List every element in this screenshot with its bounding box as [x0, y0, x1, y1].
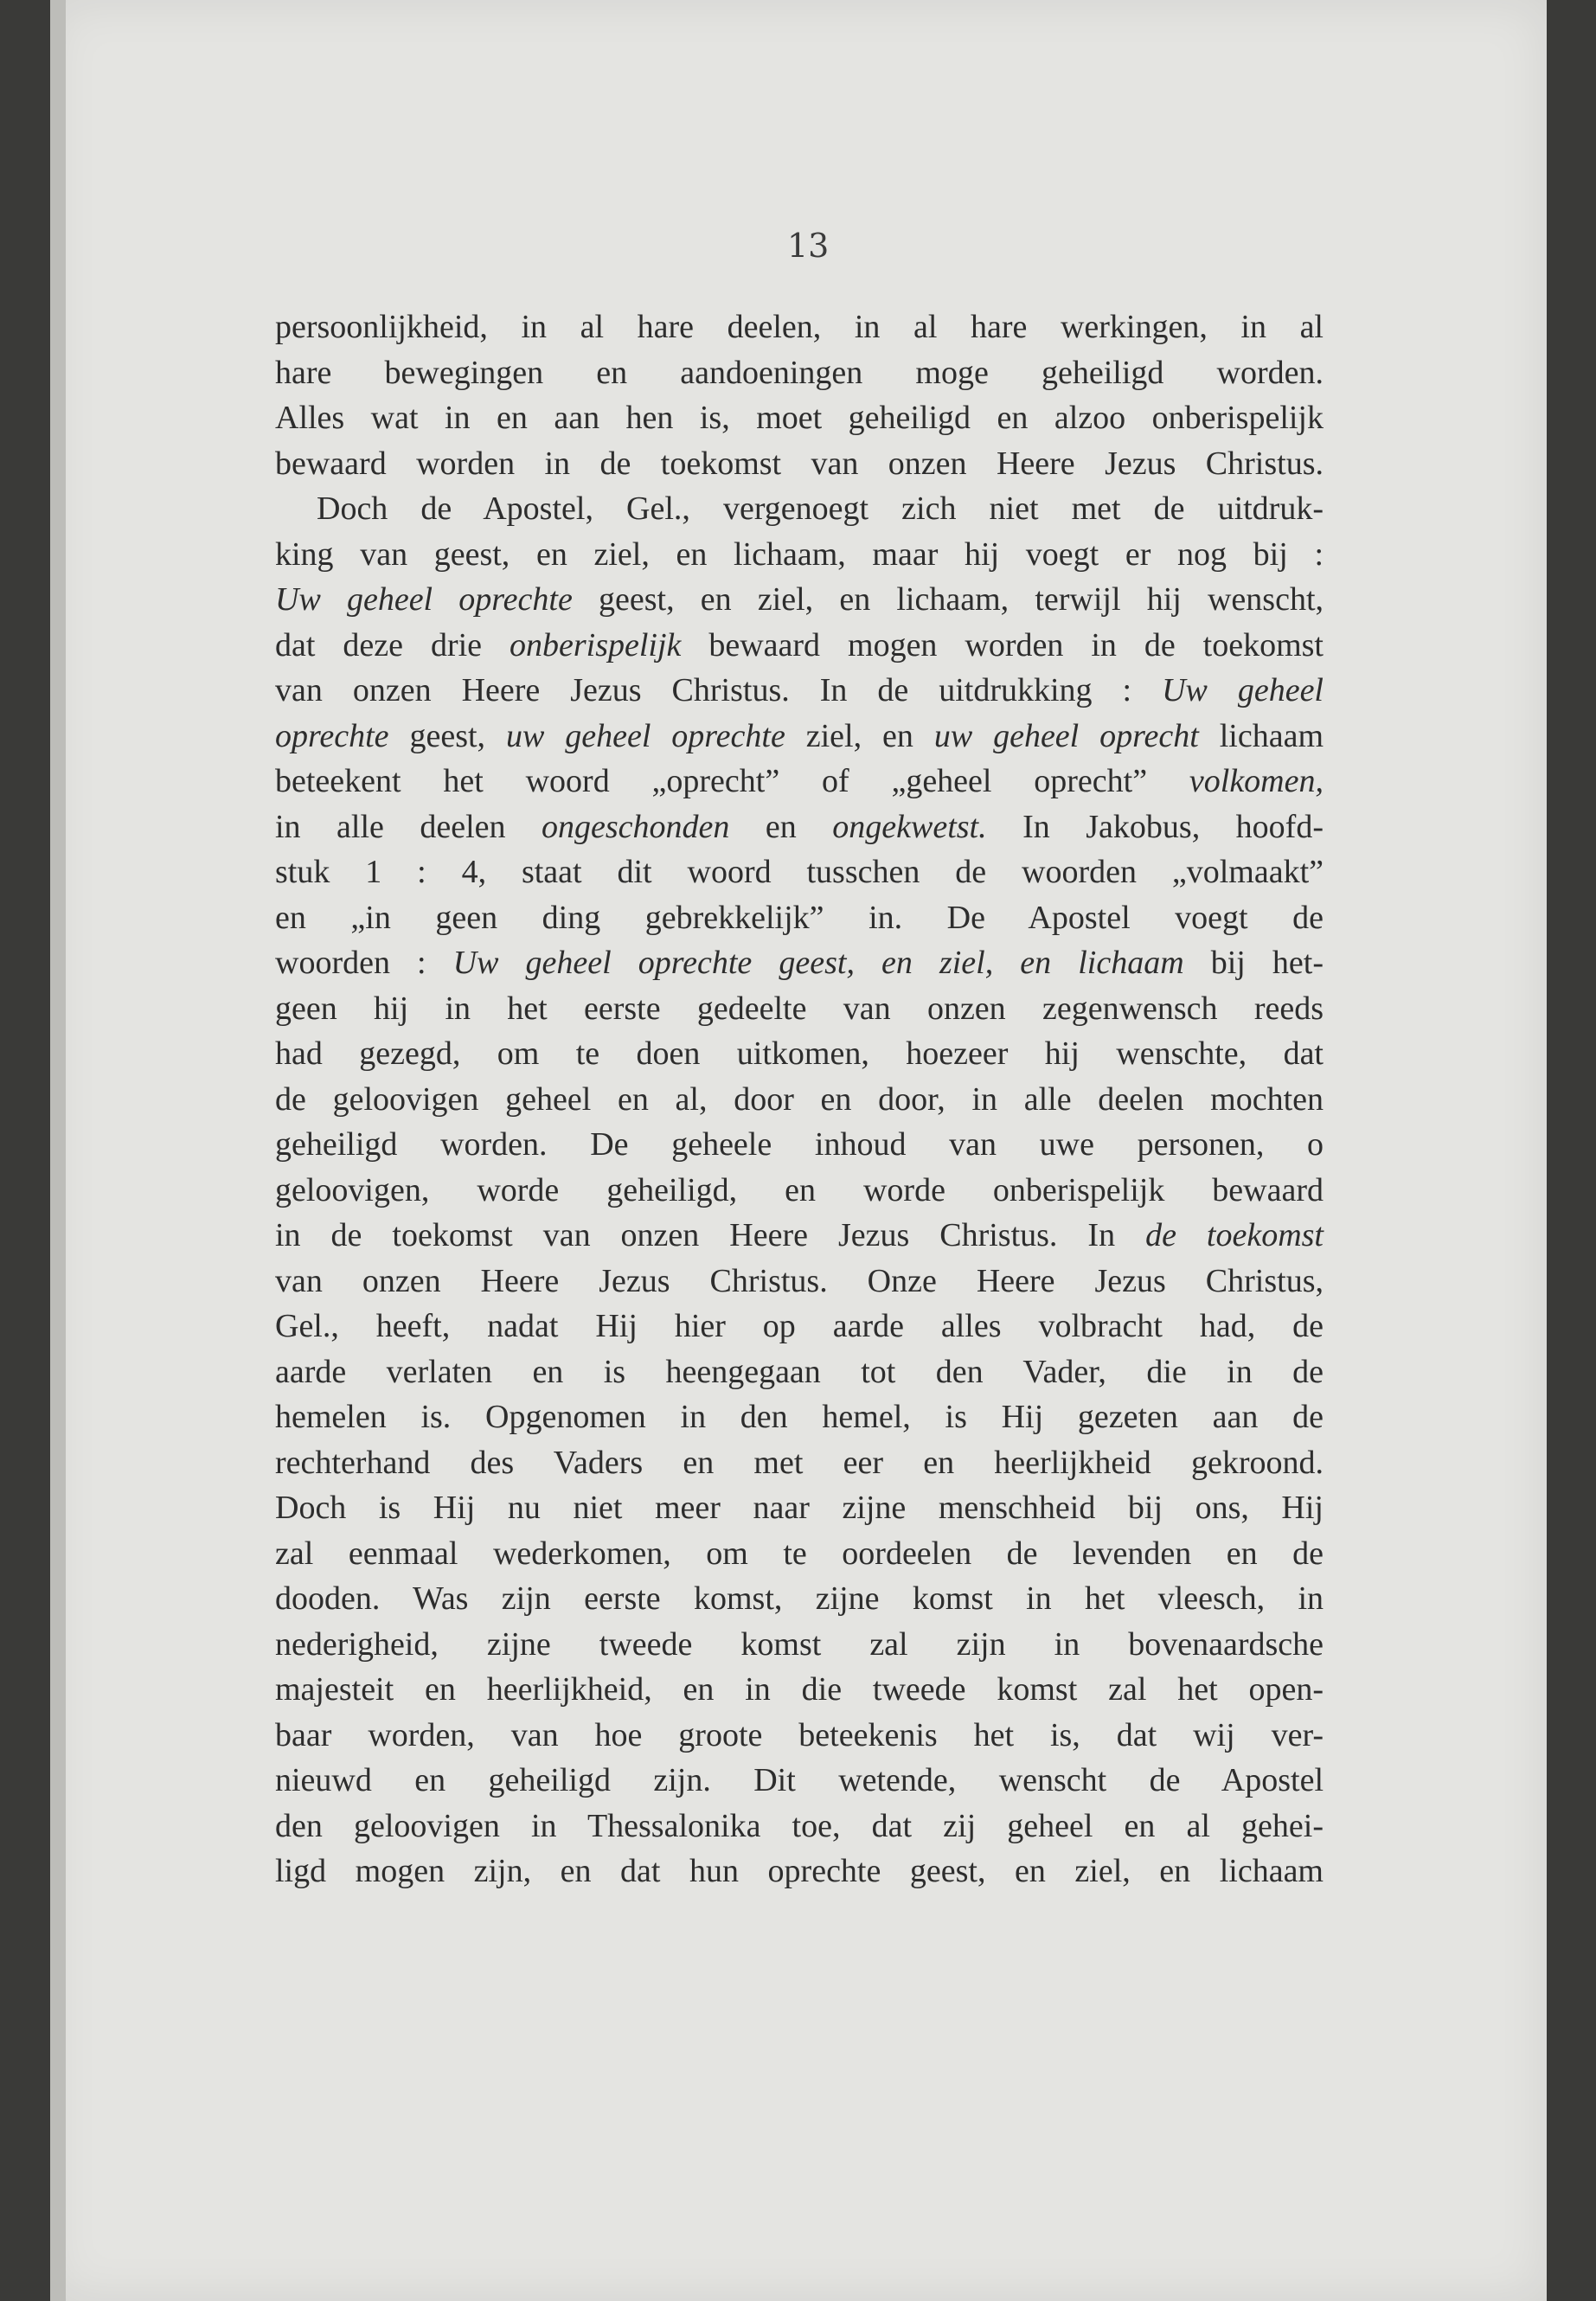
page-number: 13	[787, 227, 830, 265]
text-segment: van onzen Heere Jezus Christus. In de uitdrukking :	[275, 672, 1163, 708]
text-segment: den geloovigen in Thessalonika toe, dat zij geheel en al gehei-	[275, 1807, 1324, 1844]
text-line	[275, 1713, 1324, 1759]
text-segment: Alles wat in en aan hen is, moet geheiligd en alzoo onberispelijk	[275, 400, 1324, 436]
text-segment: Doch is Hij nu niet meer naar zijne menschheid bij ons, Hij	[275, 1490, 1324, 1526]
text-segment: dat deze drie	[275, 626, 510, 663]
body-text	[275, 304, 1324, 1894]
italic-text: Uw geheel	[1162, 672, 1324, 708]
page-edge-shadow	[50, 0, 66, 2301]
text-segment: zal eenmaal wederkomen, om te oordeelen de levenden en de	[275, 1535, 1324, 1572]
text-segment: bewaard mogen worden in de toekomst	[681, 626, 1324, 663]
text-line	[275, 1259, 1324, 1304]
text-line	[275, 395, 1324, 441]
italic-text: uw geheel oprecht	[933, 717, 1199, 754]
text-line	[275, 441, 1324, 487]
text-segment: bewaard worden in de toekomst van onzen Heere Jezus Christus.	[275, 445, 1324, 482]
text-segment: geloovigen, worde geheiligd, en worde onberispelijk bewaard	[275, 1171, 1324, 1208]
italic-text: uw geheel oprechte	[505, 717, 785, 754]
text-line	[275, 804, 1324, 850]
text-segment: had gezegd, om te doen uitkomen, hoezeer hij wenschte, dat	[275, 1035, 1324, 1072]
text-segment: geen hij in het eerste gedeelte van onzen zegenwensch reeds	[275, 990, 1324, 1027]
text-line	[275, 1077, 1324, 1123]
text-segment: in de toekomst van onzen Heere Jezus Christus. In	[275, 1217, 1146, 1253]
text-line	[275, 1758, 1324, 1804]
text-line	[275, 714, 1324, 760]
text-segment: beteekent het woord „oprecht” of „geheel oprecht”	[275, 763, 1189, 799]
italic-text: de toekomst	[1145, 1217, 1324, 1253]
text-segment: dooden. Was zijn eerste komst, zijne komst in het vleesch, in	[275, 1580, 1324, 1617]
text-segment: ziel, en	[785, 717, 934, 754]
text-segment: majesteit en heerlijkheid, en in die tweede komst zal het open-	[275, 1671, 1324, 1708]
text-line	[275, 1622, 1324, 1668]
text-segment: king van geest, en ziel, en lichaam, maar hij voegt er nog bij :	[275, 535, 1324, 573]
text-line	[275, 532, 1324, 578]
text-segment: woorden :	[275, 945, 453, 981]
text-line	[275, 1667, 1324, 1713]
text-line	[275, 577, 1324, 623]
italic-text: oprechte	[275, 717, 389, 754]
text-segment: nieuwd en geheiligd zijn. Dit wetende, wenscht de Apostel	[275, 1762, 1324, 1798]
text-line	[275, 668, 1324, 714]
italic-text: volkomen,	[1189, 763, 1324, 799]
text-segment: de geloovigen geheel en al, door en door, in alle deelen mochten	[275, 1080, 1324, 1118]
text-line	[275, 1031, 1324, 1077]
text-segment: In Jakobus, hoofd-	[986, 808, 1324, 845]
text-segment: bij het-	[1183, 945, 1324, 981]
text-line	[275, 1576, 1324, 1622]
text-segment: rechterhand des Vaders en met eer en heerlijkheid gekroond.	[275, 1444, 1324, 1481]
text-segment: en „in geen ding gebrekkelijk” in. De Apostel voegt de	[275, 899, 1324, 936]
text-line	[275, 759, 1324, 804]
text-line	[275, 304, 1324, 350]
text-line	[275, 1849, 1324, 1894]
text-line	[275, 1804, 1324, 1849]
text-line	[275, 895, 1324, 941]
text-segment: aarde verlaten en is heengegaan tot den Vader, die in de	[275, 1353, 1324, 1390]
text-line	[275, 940, 1324, 986]
text-segment: ligd mogen zijn, en dat hun oprechte geest, en ziel, en lichaam	[275, 1853, 1324, 1889]
text-line	[275, 350, 1324, 396]
text-line	[275, 1394, 1324, 1440]
text-segment: geest, en ziel, en lichaam, terwijl hij wenscht,	[572, 581, 1324, 618]
text-line	[275, 1349, 1324, 1395]
text-line	[275, 486, 1324, 532]
text-segment: hemelen is. Opgenomen in den hemel, is Hij gezeten aan de	[275, 1399, 1324, 1435]
text-line	[275, 1168, 1324, 1214]
italic-text: Uw geheel oprechte geest, en ziel, en lichaam	[452, 945, 1184, 981]
text-segment: geheiligd worden. De geheele inhoud van uwe personen, o	[275, 1126, 1324, 1163]
text-segment: in alle deelen	[275, 808, 542, 845]
text-line	[275, 1122, 1324, 1168]
text-line	[275, 1440, 1324, 1486]
text-line	[275, 1485, 1324, 1531]
italic-text: onberispelijk	[509, 626, 682, 663]
text-line	[275, 1531, 1324, 1577]
italic-text: ongekwetst.	[832, 808, 987, 845]
italic-text: Uw geheel oprechte	[275, 581, 573, 618]
text-line	[275, 986, 1324, 1032]
text-line	[275, 623, 1324, 669]
text-segment: van onzen Heere Jezus Christus. Onze Heere Jezus Christus,	[275, 1262, 1324, 1299]
text-segment: geest,	[388, 717, 506, 754]
text-segment: Gel., heeft, nadat Hij hier op aarde alles volbracht had, de	[275, 1308, 1324, 1344]
text-segment: lichaam	[1198, 717, 1324, 754]
text-segment: en	[729, 808, 833, 845]
text-line	[275, 1213, 1324, 1259]
text-segment: stuk 1 : 4, staat dit woord tusschen de woorden „volmaakt”	[275, 854, 1324, 890]
text-line	[275, 849, 1324, 895]
text-segment: persoonlijkheid, in al hare deelen, in al hare werkingen, in al	[275, 309, 1324, 345]
text-segment: baar worden, van hoe groote beteekenis het is, dat wij ver-	[275, 1716, 1324, 1753]
text-segment: nederigheid, zijne tweede komst zal zijn in bovenaardsche	[275, 1625, 1324, 1663]
text-line	[275, 1304, 1324, 1349]
text-segment: hare bewegingen en aandoeningen moge geheiligd worden.	[275, 354, 1324, 391]
text-segment: Doch de Apostel, Gel., vergenoegt zich niet met de uitdruk-	[317, 490, 1324, 527]
italic-text: ongeschonden	[542, 808, 730, 845]
